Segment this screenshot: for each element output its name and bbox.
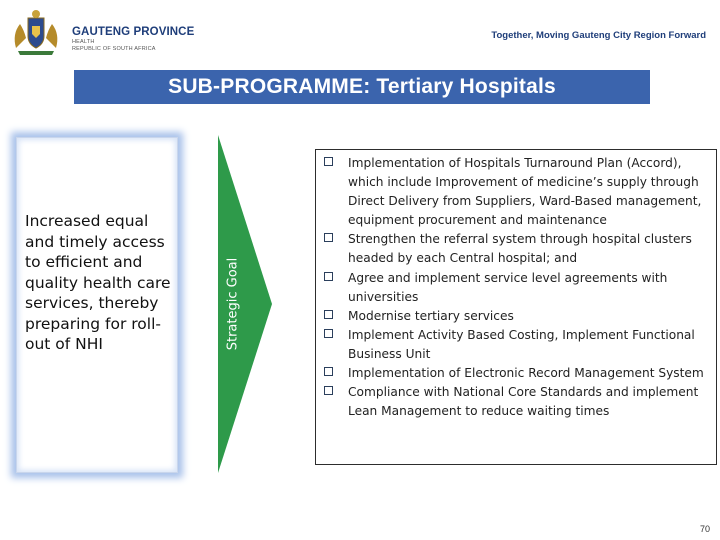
bullet-text: Implement Activity Based Costing, Implement Functional Business Unit: [348, 327, 695, 361]
goal-box: [16, 137, 178, 473]
list-item: [322, 307, 716, 326]
page-number: 70: [699, 524, 710, 534]
tagline: Together, Moving Gauteng City Region Forward: [491, 30, 706, 41]
page-title: SUB-PROGRAMME: Tertiary Hospitals: [168, 75, 556, 98]
checkbox-square-icon: [324, 272, 333, 281]
bullet-text: Implementation of Hospitals Turnaround Plan (Accord), which include Improvement of medicine’s supply through Direct Delivery from Suppliers, Ward-Based management, equipment procurement and maintenance: [348, 156, 702, 228]
bullets-box: [315, 149, 717, 465]
list-item: [322, 269, 716, 307]
bullet-list: [316, 150, 716, 421]
bullet-text: Compliance with National Core Standards and implement Lean Management to reduce waiting times: [348, 385, 699, 419]
checkbox-square-icon: [324, 157, 333, 166]
list-item: [322, 326, 716, 364]
brand-block: [72, 26, 194, 53]
gauteng-coat-of-arms-icon: [8, 8, 64, 56]
list-item: [322, 383, 716, 421]
checkbox-square-icon: [324, 310, 333, 319]
checkbox-square-icon: [324, 329, 333, 338]
list-item: [322, 364, 716, 383]
bullet-text: Modernise tertiary services: [348, 308, 514, 323]
checkbox-square-icon: [324, 233, 333, 242]
brand-country: REPUBLIC OF SOUTH AFRICA: [72, 46, 156, 52]
title-banner: [74, 70, 650, 104]
list-item: [322, 230, 716, 268]
brand-name: GAUTENG PROVINCE: [72, 26, 195, 38]
brand-department: HEALTH: [72, 39, 95, 45]
checkbox-square-icon: [324, 386, 333, 395]
strategic-goal-label: Strategic Goal: [225, 257, 241, 351]
bullet-text: Strengthen the referral system through hospital clusters headed by each Central hospital; and: [348, 232, 692, 266]
list-item: [322, 154, 716, 230]
goal-text: Increased equal and timely access to efficient and quality health care services, thereby preparing for roll-out of NHI: [25, 212, 171, 353]
bullet-text: Implementation of Electronic Record Management System: [348, 366, 704, 381]
checkbox-square-icon: [324, 367, 333, 376]
bullet-text: Agree and implement service level agreements with universities: [348, 270, 668, 304]
header: [0, 0, 720, 62]
